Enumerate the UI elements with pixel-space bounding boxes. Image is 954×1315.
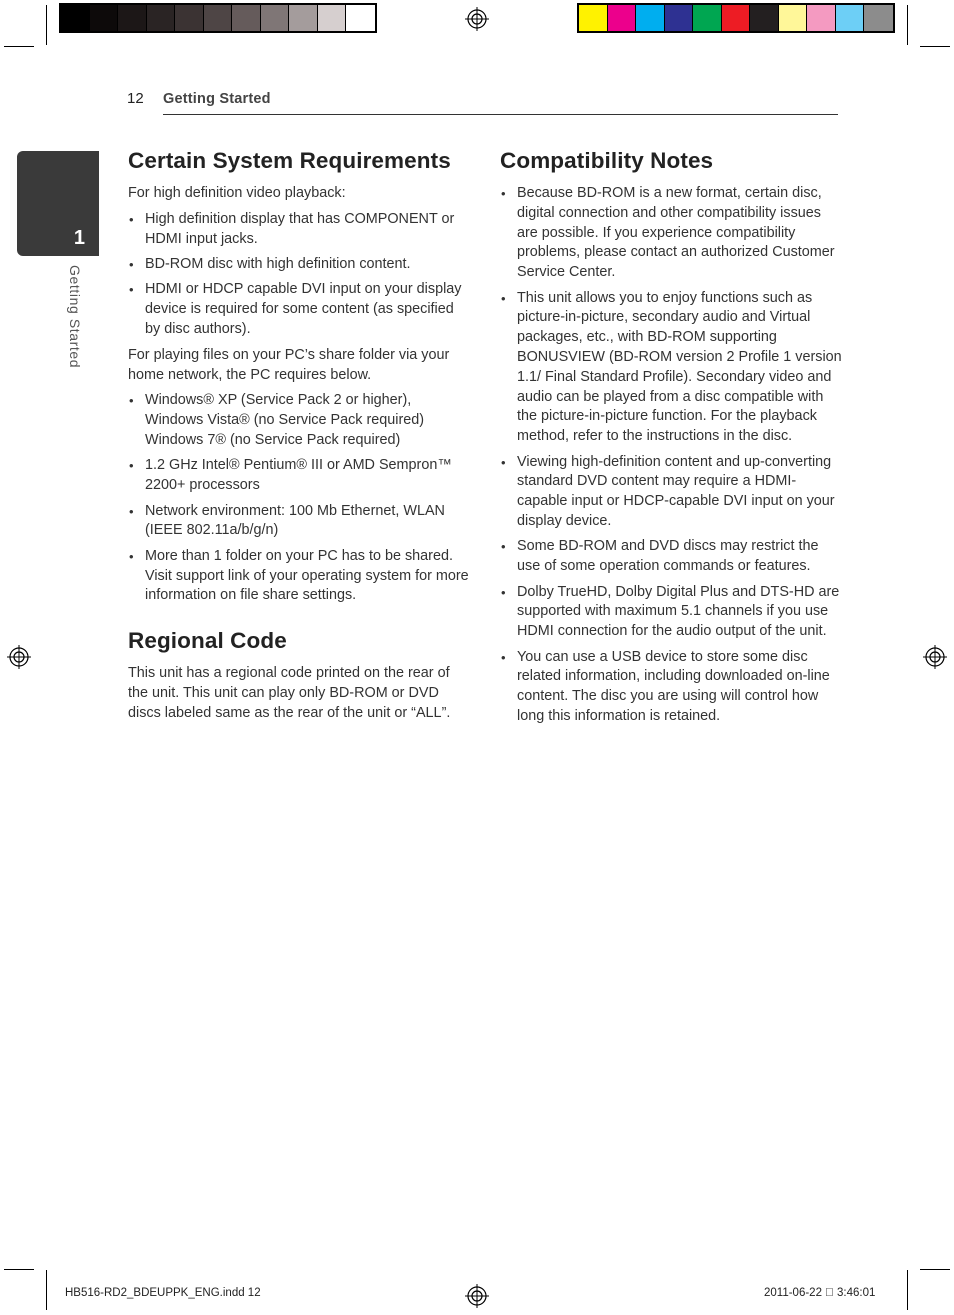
registration-mark-icon bbox=[465, 7, 489, 31]
left-column bbox=[128, 146, 470, 730]
registration-mark-icon bbox=[923, 645, 947, 669]
chapter-side-label: Getting Started bbox=[67, 265, 83, 369]
list-item: • HDMI or HDCP capable DVI input on your display device is required for some content (as specified by disc authors). bbox=[128, 280, 470, 339]
color-swatch bbox=[636, 5, 665, 31]
color-swatch bbox=[579, 5, 608, 31]
chapter-number: 1 bbox=[73, 227, 85, 249]
footer-timestamp: 2011-06-22   3:46:01 bbox=[764, 1287, 876, 1299]
regional-code-body: This unit has a regional code printed on the rear of the unit. This unit can play only BD-ROM or DVD discs labeled same as the rear of the unit or “ALL”. bbox=[128, 665, 451, 721]
color-swatch bbox=[693, 5, 722, 31]
footer-file-info: HB516-RD2_BDEUPPK_ENG.indd 12 bbox=[65, 1287, 261, 1299]
color-swatch bbox=[807, 5, 836, 31]
chapter-tab bbox=[17, 151, 99, 256]
list-item: • Network environment: 100 Mb Ethernet, WLAN (IEEE 802.11a/b/g/n) bbox=[128, 502, 470, 542]
color-bar-right bbox=[577, 3, 895, 33]
list-item: • Windows® XP (Service Pack 2 or higher), Windows Vista® (no Service Pack required) Windows 7® (no Service Pack required) bbox=[128, 391, 470, 450]
color-swatch bbox=[232, 5, 261, 31]
list-item: • Some BD-ROM and DVD discs may restrict the use of some operation commands or features. bbox=[500, 537, 842, 577]
crop-mark bbox=[920, 1269, 950, 1270]
list-item: • Because BD-ROM is a new format, certain disc, digital connection and other compatibility issues are possible. If you experience compatibility problems, please contact an authorized Customer Service Center. bbox=[500, 184, 842, 283]
list-item: • This unit allows you to enjoy functions such as picture-in-picture, secondary audio and Virtual packages, etc., with BD-ROM supporting BONUSVIEW (BD-ROM version 2 Profile 1 version 1.1/ Final Standard Profile). Secondary video and audio can be played from a disc compatible with the picture-in-picture function. For the playback method, refer to the instructions in the disc. bbox=[500, 289, 842, 447]
color-swatch bbox=[779, 5, 808, 31]
crop-mark bbox=[907, 1270, 908, 1310]
color-bar-left bbox=[59, 3, 377, 33]
crop-mark bbox=[907, 5, 908, 45]
color-swatch bbox=[318, 5, 347, 31]
color-swatch bbox=[261, 5, 290, 31]
color-swatch bbox=[175, 5, 204, 31]
system-requirements-intro: For high definition video playback: bbox=[128, 185, 346, 201]
header-divider bbox=[163, 114, 838, 115]
registration-mark-icon bbox=[465, 1284, 489, 1308]
header-section-title: Getting Started bbox=[163, 91, 271, 107]
color-swatch bbox=[147, 5, 176, 31]
regional-code-heading: Regional Code bbox=[128, 628, 287, 654]
crop-mark bbox=[46, 5, 47, 45]
list-item: • More than 1 folder on your PC has to be shared. Visit support link of your operating system for more information on file share settings. bbox=[128, 547, 470, 606]
color-swatch bbox=[289, 5, 318, 31]
crop-mark bbox=[46, 1270, 47, 1310]
pc-requirements-intro: For playing files on your PC’s share folder via your home network, the PC requires below. bbox=[128, 346, 450, 383]
right-column bbox=[500, 146, 842, 733]
crop-mark bbox=[4, 46, 34, 47]
color-swatch bbox=[665, 5, 694, 31]
color-swatch bbox=[750, 5, 779, 31]
hd-requirements-list bbox=[128, 210, 470, 340]
color-swatch bbox=[864, 5, 893, 31]
color-swatch bbox=[722, 5, 751, 31]
color-swatch bbox=[118, 5, 147, 31]
crop-mark bbox=[920, 46, 950, 47]
pc-requirements-list bbox=[128, 391, 470, 606]
color-swatch bbox=[836, 5, 865, 31]
list-item: • 1.2 GHz Intel® Pentium® III or AMD Sempron™ 2200+ processors bbox=[128, 456, 470, 496]
compatibility-notes-heading: Compatibility Notes bbox=[500, 148, 714, 173]
color-swatch bbox=[61, 5, 90, 31]
registration-mark-icon bbox=[7, 645, 31, 669]
list-item: • Viewing high-definition content and up-converting standard DVD content may require a HDMI-capable input or HDCP-capable DVI input on your display device. bbox=[500, 453, 842, 532]
list-item: • Dolby TrueHD, Dolby Digital Plus and DTS-HD are supported with maximum 5.1 channels if you use HDMI connection for the audio output of the unit. bbox=[500, 583, 842, 642]
system-requirements-heading: Certain System Requirements bbox=[128, 148, 451, 173]
page-number: 12 bbox=[127, 90, 144, 107]
list-item: • You can use a USB device to store some disc related information, including downloaded on-line content. The disc you are using will control how long this information is retained. bbox=[500, 648, 842, 727]
color-swatch bbox=[346, 5, 375, 31]
color-swatch bbox=[608, 5, 637, 31]
color-swatch bbox=[90, 5, 119, 31]
crop-mark bbox=[4, 1269, 34, 1270]
list-item: • BD-ROM disc with high definition content. bbox=[128, 255, 470, 275]
color-swatch bbox=[204, 5, 233, 31]
compatibility-notes-list bbox=[500, 184, 842, 727]
list-item: • High definition display that has COMPONENT or HDMI input jacks. bbox=[128, 210, 470, 250]
